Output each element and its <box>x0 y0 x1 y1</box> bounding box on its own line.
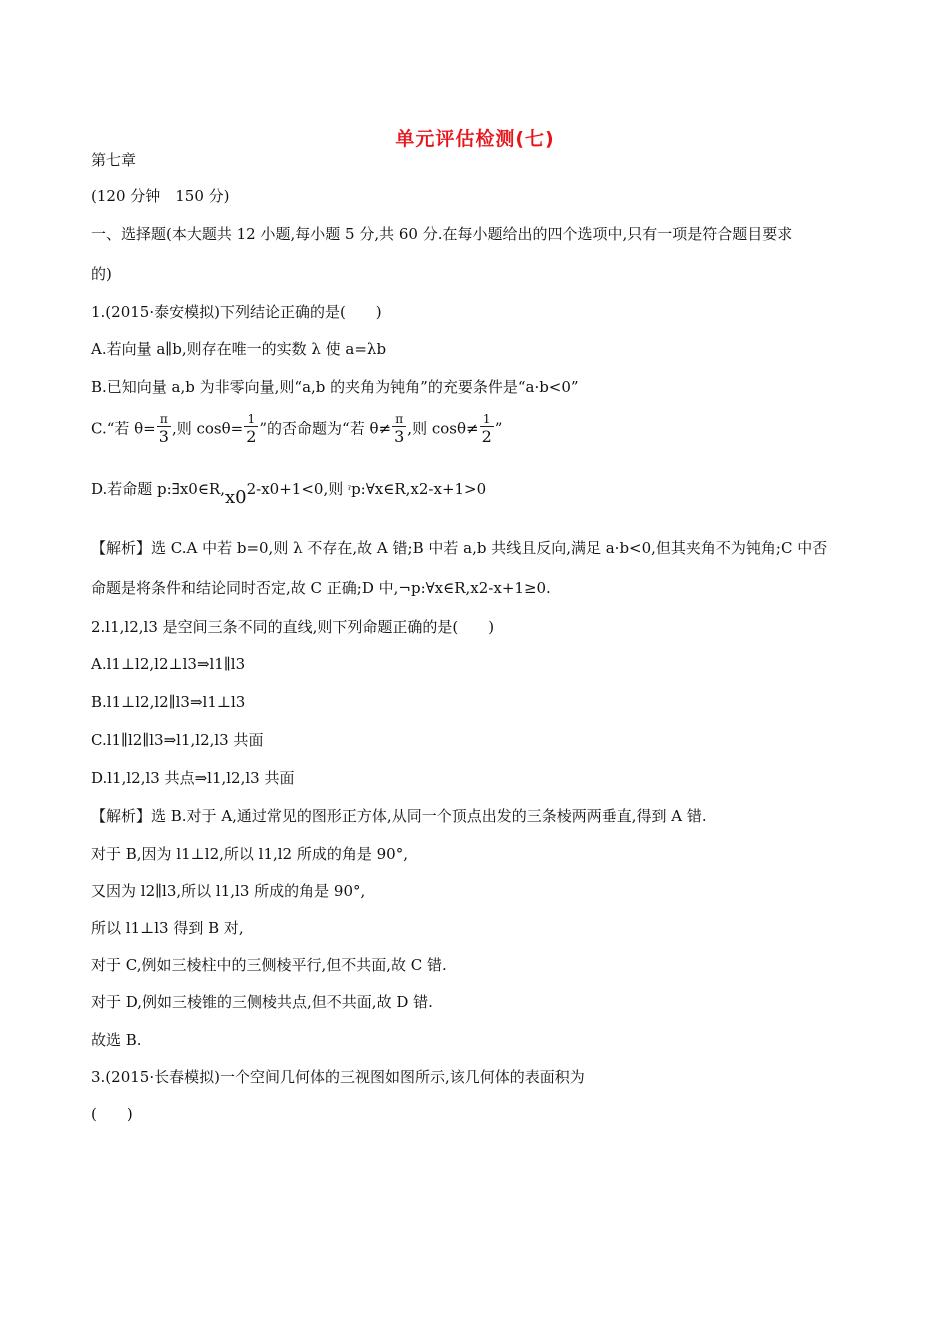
q2-option-a: A.l1⊥l2,l2⊥l3⇒l1∥l3 <box>91 655 246 673</box>
q2-analysis-line: 又因为 l2∥l3,所以 l1,l3 所成的角是 90°, <box>91 882 366 900</box>
denominator: 3 <box>158 427 169 446</box>
text: p:∀x∈R,x2-x+1>0 <box>351 480 487 498</box>
q2-analysis-line: 对于 B,因为 l1⊥l2,所以 l1,l2 所成的角是 90°, <box>91 845 408 863</box>
time-score: (120 分钟 150 分) <box>91 187 230 205</box>
text: D.若命题 p:∃x0∈R, <box>91 480 225 498</box>
numerator: π <box>159 412 168 426</box>
q1-option-d <box>91 479 487 508</box>
fraction <box>244 412 258 447</box>
q1-option-b: B.已知向量 a,b 为非零向量,则“a,b 的夹角为钝角”的充要条件是“a·b<0” <box>91 378 579 396</box>
text: ,则 cosθ= <box>171 419 244 438</box>
q2-analysis-line: 故选 B. <box>91 1031 142 1049</box>
q1-stem: 1.(2015·泰安模拟)下列结论正确的是( ) <box>91 303 382 321</box>
fraction <box>480 412 494 447</box>
numerator: 1 <box>247 412 256 426</box>
q2-analysis-line: 【解析】选 B.对于 A,通过常见的图形正方体,从同一个顶点出发的三条棱两两垂直,得到 A 错. <box>91 807 707 825</box>
numerator: 1 <box>482 412 491 426</box>
q2-analysis-line: 所以 l1⊥l3 得到 B 对, <box>91 919 244 937</box>
text: ,则 cosθ≠ <box>407 419 479 438</box>
q2-stem: 2.l1,l2,l3 是空间三条不同的直线,则下列命题正确的是( ) <box>91 618 495 636</box>
q1-option-a: A.若向量 a∥b,则存在唯一的实数 λ 使 a=λb <box>91 340 387 358</box>
text: ” <box>494 419 503 438</box>
q2-option-c: C.l1∥l2∥l3⇒l1,l2,l3 共面 <box>91 731 264 749</box>
fraction <box>157 412 171 447</box>
q1-analysis-line2: 命题是将条件和结论同时否定,故 C 正确;D 中,¬p:∀x∈R,x2-x+1≥0. <box>91 579 551 597</box>
fraction <box>392 412 406 447</box>
section-heading-line2: 的) <box>91 265 112 283</box>
q2-analysis-line: 对于 D,例如三棱锥的三侧棱共点,但不共面,故 D 错. <box>91 993 433 1011</box>
q1-analysis-line1: 【解析】选 C.A 中若 b=0,则 λ 不存在,故 A 错;B 中若 a,b 共线且反向,满足 a·b<0,但其夹角不为钝角;C 中否 <box>91 539 828 557</box>
q2-analysis-line: 对于 C,例如三棱柱中的三侧棱平行,但不共面,故 C 错. <box>91 956 447 974</box>
denominator: 2 <box>481 427 492 446</box>
denominator: 2 <box>246 427 257 446</box>
text: C.“若 θ= <box>91 419 156 438</box>
page-title: 单元评估检测(七) <box>395 128 555 150</box>
subscript-x0: x0 <box>225 487 247 508</box>
q3-stem: 3.(2015·长春模拟)一个空间几何体的三视图如图所示,该几何体的表面积为 <box>91 1068 585 1086</box>
denominator: 3 <box>394 427 405 446</box>
q3-answer-blank: ( ) <box>91 1105 133 1123</box>
chapter-label: 第七章 <box>91 151 137 169</box>
text: ”的否命题为“若 θ≠ <box>259 419 392 438</box>
text: 2-x0+1<0,则 <box>246 480 348 498</box>
section-heading-line1: 一、选择题(本大题共 12 小题,每小题 5 分,共 60 分.在每小题给出的四个选项中,只有一项是符合题目要求 <box>91 225 793 243</box>
numerator: π <box>395 412 404 426</box>
q2-option-b: B.l1⊥l2,l2∥l3⇒l1⊥l3 <box>91 693 246 711</box>
q1-option-c <box>91 412 502 447</box>
negation-mark: ˀ <box>347 484 352 497</box>
q2-option-d: D.l1,l2,l3 共点⇒l1,l2,l3 共面 <box>91 769 295 787</box>
